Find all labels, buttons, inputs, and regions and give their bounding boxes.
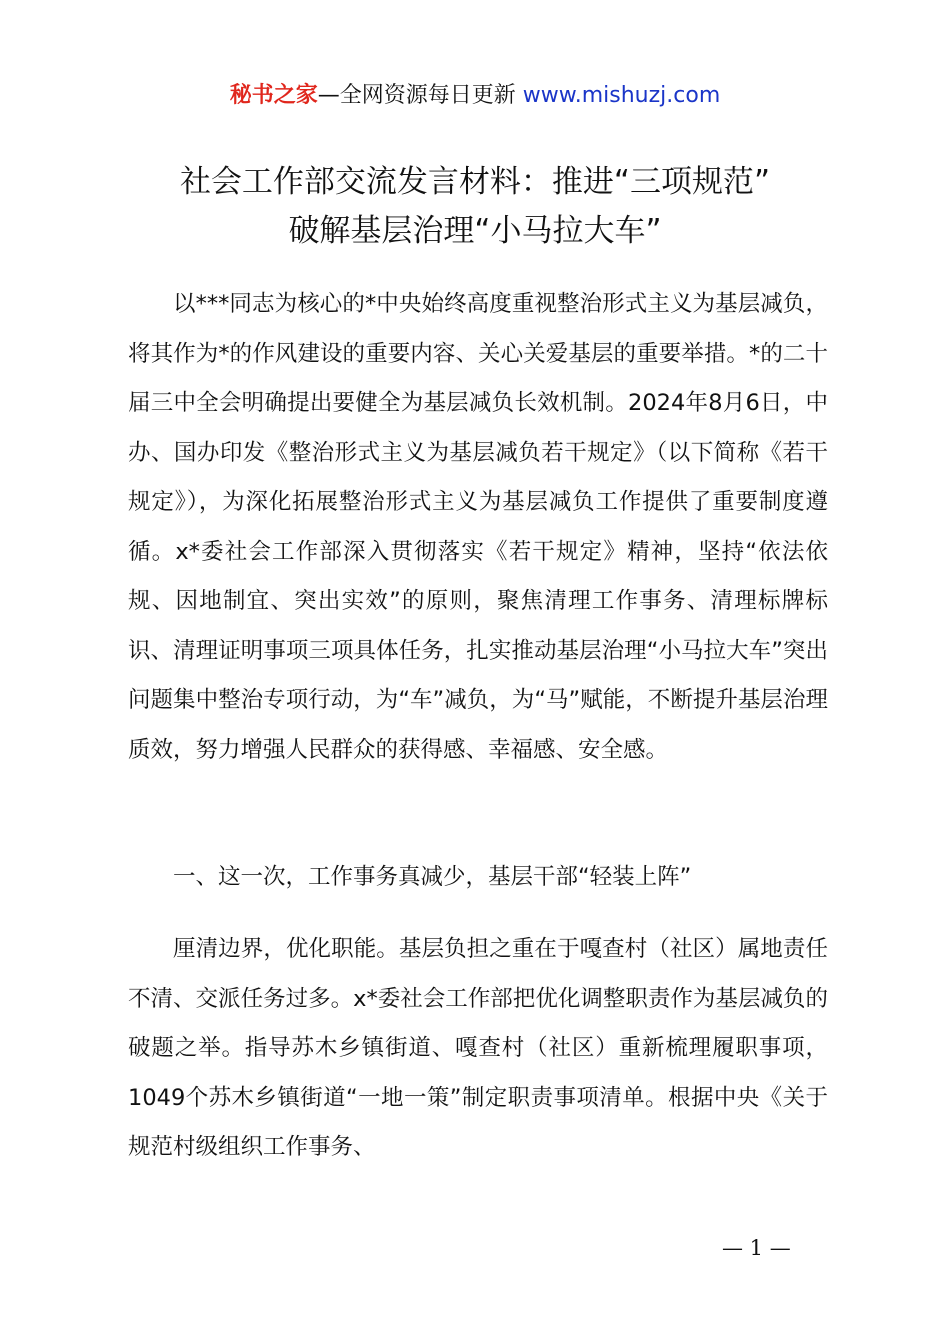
site-header bbox=[0, 78, 950, 114]
intro-paragraph-block bbox=[128, 280, 828, 775]
section-1-heading: 一、这一次，工作事务真减少，基层干部“轻装上阵” bbox=[173, 864, 692, 890]
page-number: — 1 — bbox=[722, 1236, 791, 1260]
intro-paragraph: 以***同志为核心的*中央始终高度重视整治形式主义为基层减负，将其作为*的作风建设的重要内容、关心关爱基层的重要举措。*的二十届三中全会明确提出要健全为基层减负长效机制。2024年8月6日，中办、国办印发《整治形式主义为基层减负若干规定》（以下简称《若干规定》），为深化拓展整治形式主义为基层减负工作提供了重要制度遵循。x*委社会工作部深入贯彻落实《若干规定》精神，坚持“依法依规、因地制宜、突出实效”的原则，聚焦清理工作事务、清理标牌标识、清理证明事项三项具体任务，扎实推动基层治理“小马拉大车”突出问题集中整治专项行动，为“车”减负，为“马”赋能，不断提升基层治理质效，努力增强人民群众的获得感、幸福感、安全感。 bbox=[128, 291, 828, 763]
section-1-paragraph: 厘清边界，优化职能。基层负担之重在于嘎查村（社区）属地责任不清、交派任务过多。x*委社会工作部把优化调整职责作为基层减负的破题之举。指导苏木乡镇街道、嘎查村（社区）重新梳理履职事项，1049个苏木乡镇街道“一地一策”制定职责事项清单。根据中央《关于规范村级组织工作事务、 bbox=[128, 936, 828, 1160]
section-1-paragraph-block bbox=[128, 925, 828, 1173]
title-line-1: 社会工作部交流发言材料：推进“三项规范” bbox=[179, 164, 771, 200]
section-heading-block bbox=[128, 853, 828, 903]
brand-name: 秘书之家 bbox=[229, 83, 318, 108]
document-title bbox=[60, 160, 890, 253]
site-url-link[interactable]: www.mishuzj.com bbox=[522, 83, 721, 108]
title-line-2: 破解基层治理“小马拉大车” bbox=[288, 213, 662, 249]
header-tagline: —全网资源每日更新 bbox=[317, 83, 516, 108]
